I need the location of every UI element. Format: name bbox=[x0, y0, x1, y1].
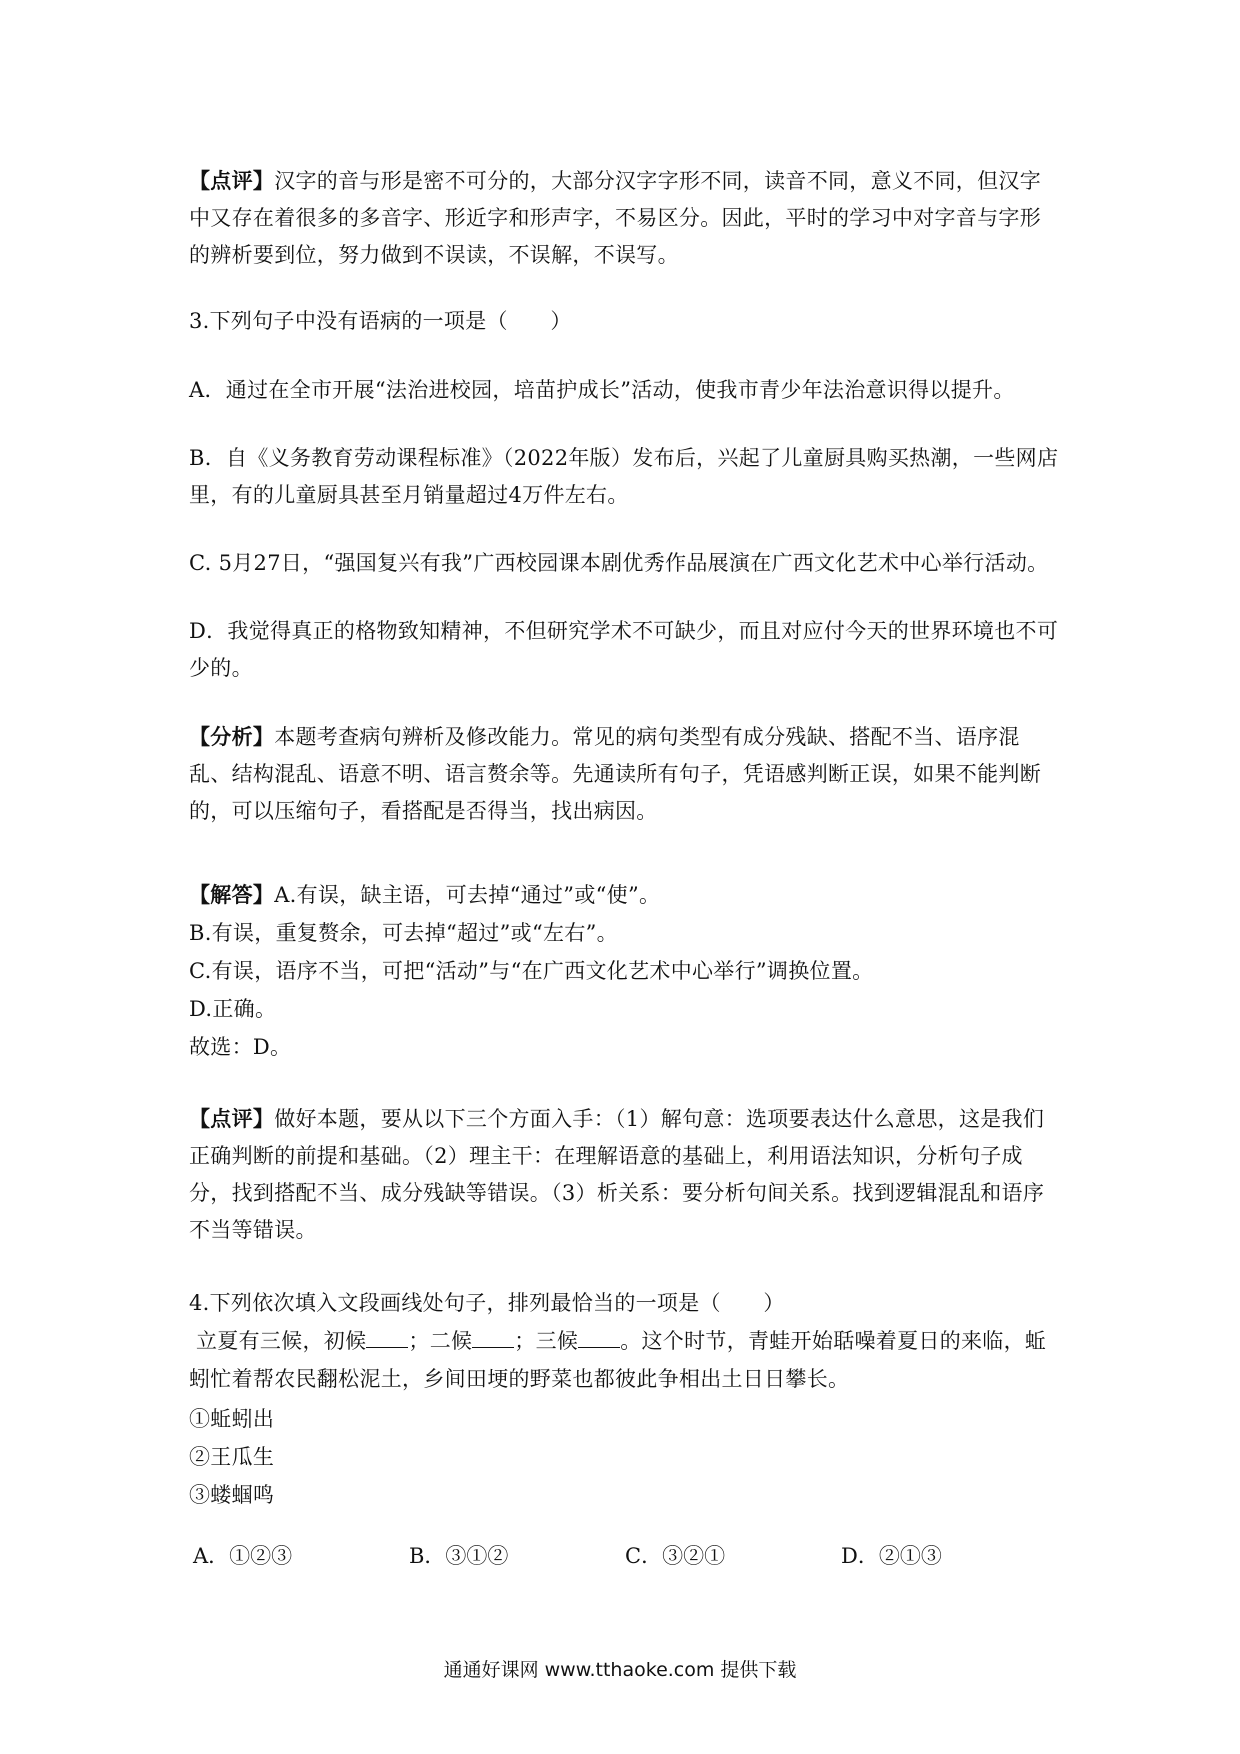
answer-line: D.正确。 bbox=[189, 997, 277, 1021]
review-text: 汉字的音与形是密不可分的，大部分汉字字形不同，读音不同，意义不同，但汉字中又存在着很多的多音字、形近字和形声字，不易区分。因此，平时的学习中对字音与字形的辨析要到位，努力做到不误读，不误解，不误写。 bbox=[189, 169, 1041, 267]
choice-d: D．②①③ bbox=[841, 1544, 942, 1568]
answer-line: B.有误，重复赘余，可去掉“超过”或“左右”。 bbox=[189, 921, 618, 945]
review-paragraph-2 bbox=[189, 1100, 1061, 1249]
page-footer: 通通好课网 www.tthaoke.com 提供下载 bbox=[443, 1659, 797, 1681]
question-3-option-d: D．我觉得真正的格物致知精神，不但研究学术不可缺少，而且对应付今天的世界环境也不可少的。 bbox=[189, 619, 1059, 680]
choice-a: A．①②③ bbox=[193, 1544, 293, 1568]
question-3-option-b: B．自《义务教育劳动课程标准》（2022年版）发布后，兴起了儿童厨具购买热潮，一些网店里，有的儿童厨具甚至月销量超过4万件左右。 bbox=[189, 446, 1059, 507]
analysis-paragraph bbox=[189, 718, 1061, 830]
review-text: 做好本题，要从以下三个方面入手：（1）解句意：选项要表达什么意思，这是我们正确判断的前提和基础。（2）理主干：在理解语意的基础上，利用语法知识，分析句子成分，找到搭配不当、成分残缺等错误。（3）析关系：要分析句间关系。找到逻辑混乱和语序不当等错误。 bbox=[189, 1107, 1045, 1242]
question-4-stem: 4.下列依次填入文段画线处句子，排列最恰当的一项是（ ） bbox=[189, 1291, 785, 1315]
choice-b: B．③①② bbox=[409, 1544, 509, 1568]
question-4-passage bbox=[189, 1322, 1061, 1398]
answer-block bbox=[189, 876, 1061, 1066]
passage-part: 立夏有三候，初候 bbox=[195, 1329, 367, 1353]
answer-line-text: A.有误，缺主语，可去掉“通过”或“使”。 bbox=[274, 883, 661, 907]
blank-line bbox=[472, 1329, 514, 1348]
choice-c: C．③②① bbox=[625, 1544, 726, 1568]
analysis-tag: 【分析】 bbox=[189, 724, 275, 749]
question-4-items bbox=[189, 1400, 1061, 1514]
answer-line: 故选：D。 bbox=[189, 1035, 292, 1059]
blank-line bbox=[366, 1329, 408, 1348]
question-3-option-a: A．通过在全市开展“法治进校园，培苗护成长”活动，使我市青少年法治意识得以提升。 bbox=[189, 378, 1015, 402]
item-line: ③蝼蝈鸣 bbox=[189, 1483, 275, 1507]
passage-part: 。这个时节，青蛙开始聒噪着夏日的来临，蚯蚓忙着帮农民翻松泥土，乡间田埂的野菜也都彼此争相出土日日攀长。 bbox=[189, 1329, 1047, 1391]
answer-line bbox=[189, 876, 1061, 914]
blank-line bbox=[578, 1329, 620, 1348]
passage-part: ；二候 bbox=[408, 1329, 473, 1353]
analysis-text: 本题考查病句辨析及修改能力。常见的病句类型有成分残缺、搭配不当、语序混乱、结构混乱、语意不明、语言赘余等。先通读所有句子，凭语感判断正误，如果不能判断的，可以压缩句子，看搭配是否得当，找出病因。 bbox=[189, 725, 1041, 823]
review-paragraph-1 bbox=[189, 162, 1061, 274]
item-line: ①蚯蚓出 bbox=[189, 1407, 275, 1431]
question-3-option-c: C. 5月27日，“强国复兴有我”广西校园课本剧优秀作品展演在广西文化艺术中心举行活动。 bbox=[189, 551, 1049, 575]
review-tag: 【点评】 bbox=[189, 168, 275, 193]
answer-line: C.有误，语序不当，可把“活动”与“在广西文化艺术中心举行”调换位置。 bbox=[189, 959, 874, 983]
item-line: ②王瓜生 bbox=[189, 1445, 275, 1469]
question-3-stem: 3.下列句子中没有语病的一项是（ ） bbox=[189, 309, 572, 333]
passage-part: ；三候 bbox=[514, 1329, 579, 1353]
question-4-choices bbox=[193, 1540, 993, 1580]
answer-tag: 【解答】 bbox=[189, 882, 275, 907]
review-tag: 【点评】 bbox=[189, 1106, 275, 1131]
